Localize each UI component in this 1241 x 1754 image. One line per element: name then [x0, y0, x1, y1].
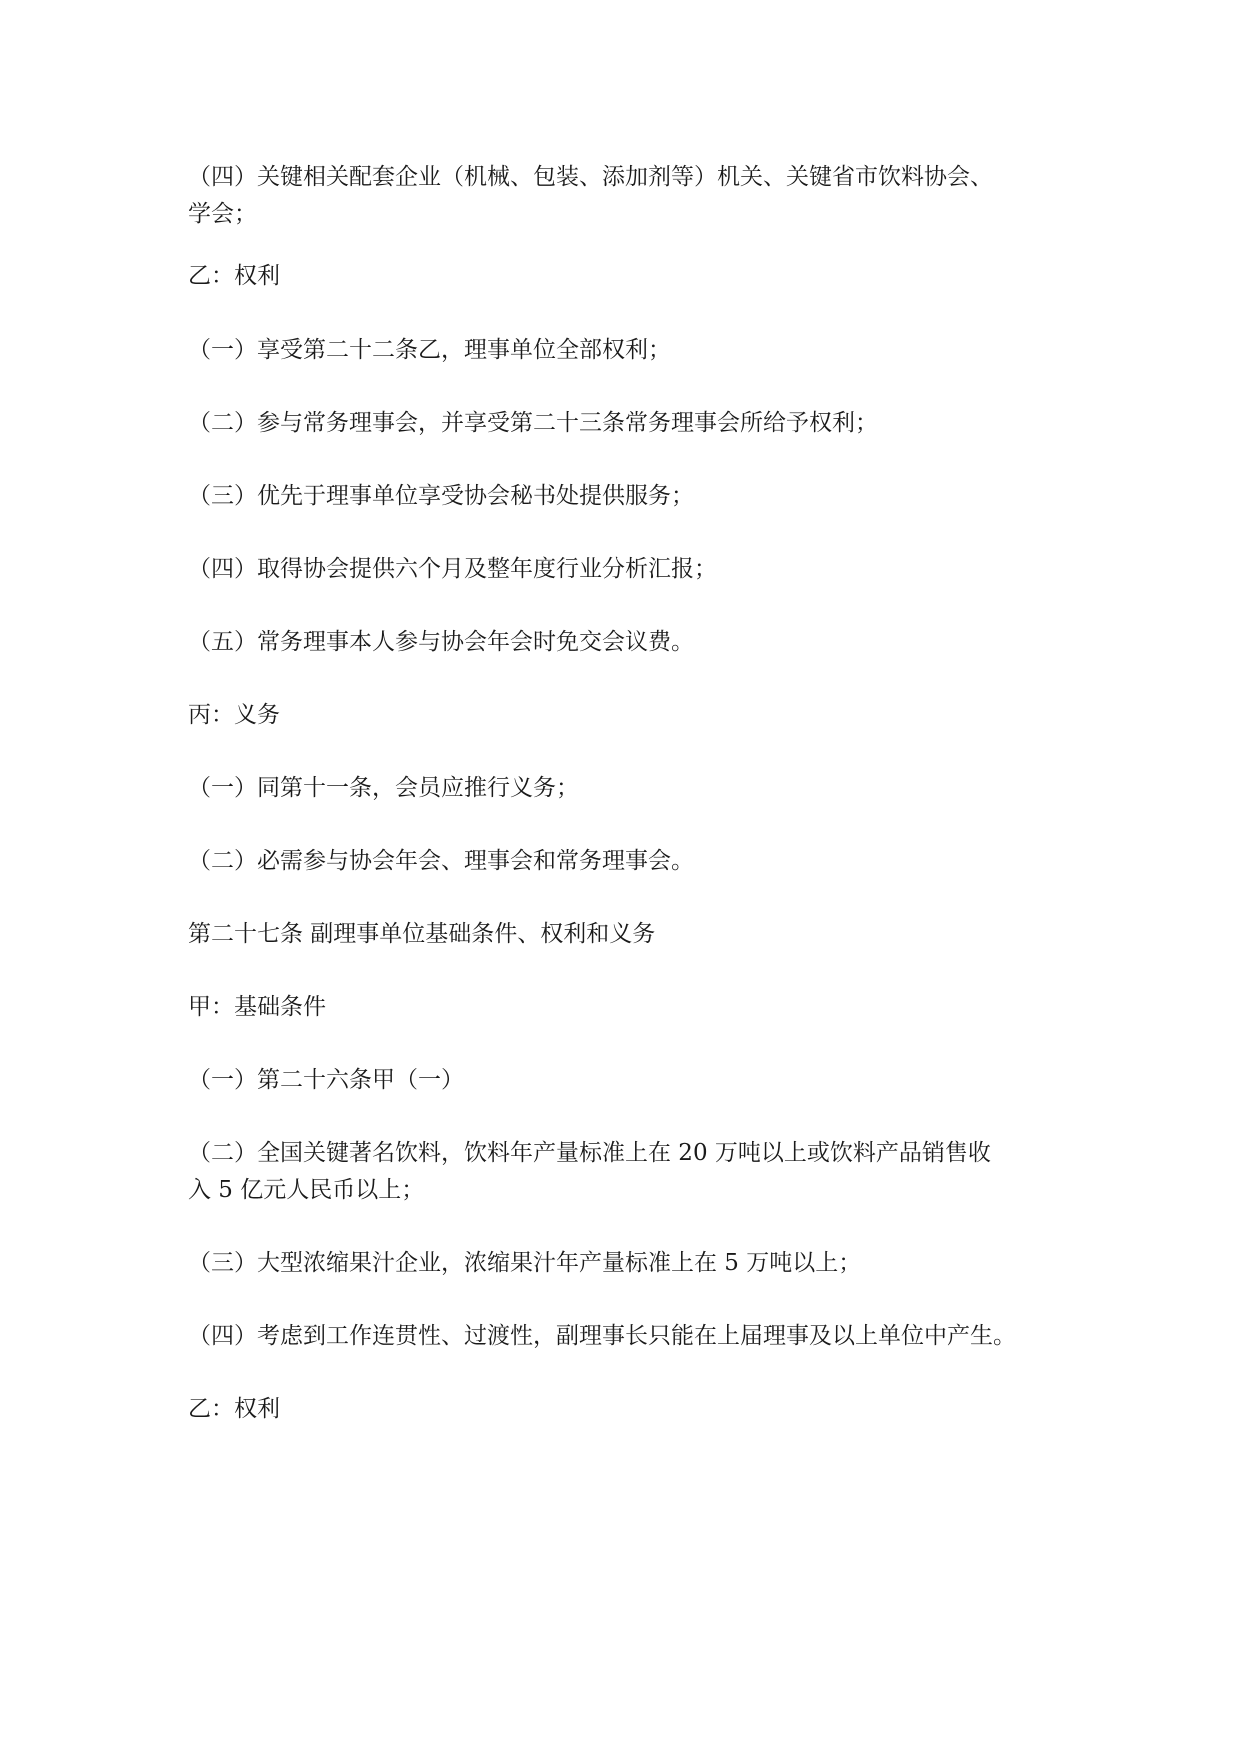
- section-heading: 乙：权利: [188, 1396, 280, 1422]
- text-line: （二）全国关键著名饮料，饮料年产量标准上在 20 万吨以上或饮料产品销售收: [188, 1140, 991, 1166]
- text-line: （三）大型浓缩果汁企业，浓缩果汁年产量标准上在 5 万吨以上；: [188, 1250, 862, 1276]
- text-line: （二）必需参与协会年会、理事会和常务理事会。: [188, 848, 694, 874]
- text-line: （二）参与常务理事会，并享受第二十三条常务理事会所给予权利；: [188, 410, 878, 436]
- section-heading: 乙：权利: [188, 263, 280, 289]
- text-line: （一）同第十一条，会员应推行义务；: [188, 775, 579, 801]
- text-line: （一）第二十六条甲（一）: [188, 1067, 464, 1093]
- section-heading: 丙：义务: [188, 702, 280, 728]
- text-line: 学会；: [188, 201, 257, 227]
- article-heading: 第二十七条 副理事单位基础条件、权利和义务: [188, 921, 656, 947]
- section-heading: 甲：基础条件: [188, 994, 326, 1020]
- text-line: （四）考虑到工作连贯性、过渡性，副理事长只能在上届理事及以上单位中产生。: [188, 1323, 1016, 1349]
- text-line: （三）优先于理事单位享受协会秘书处提供服务；: [188, 483, 694, 509]
- text-line: 入 5 亿元人民币以上；: [188, 1177, 425, 1203]
- text-line: （一）享受第二十二条乙，理事单位全部权利；: [188, 337, 671, 363]
- text-line: （四）关键相关配套企业（机械、包装、添加剂等）机关、关键省市饮料协会、: [188, 164, 993, 190]
- text-line: （四）取得协会提供六个月及整年度行业分析汇报；: [188, 556, 717, 582]
- text-line: （五）常务理事本人参与协会年会时免交会议费。: [188, 629, 694, 655]
